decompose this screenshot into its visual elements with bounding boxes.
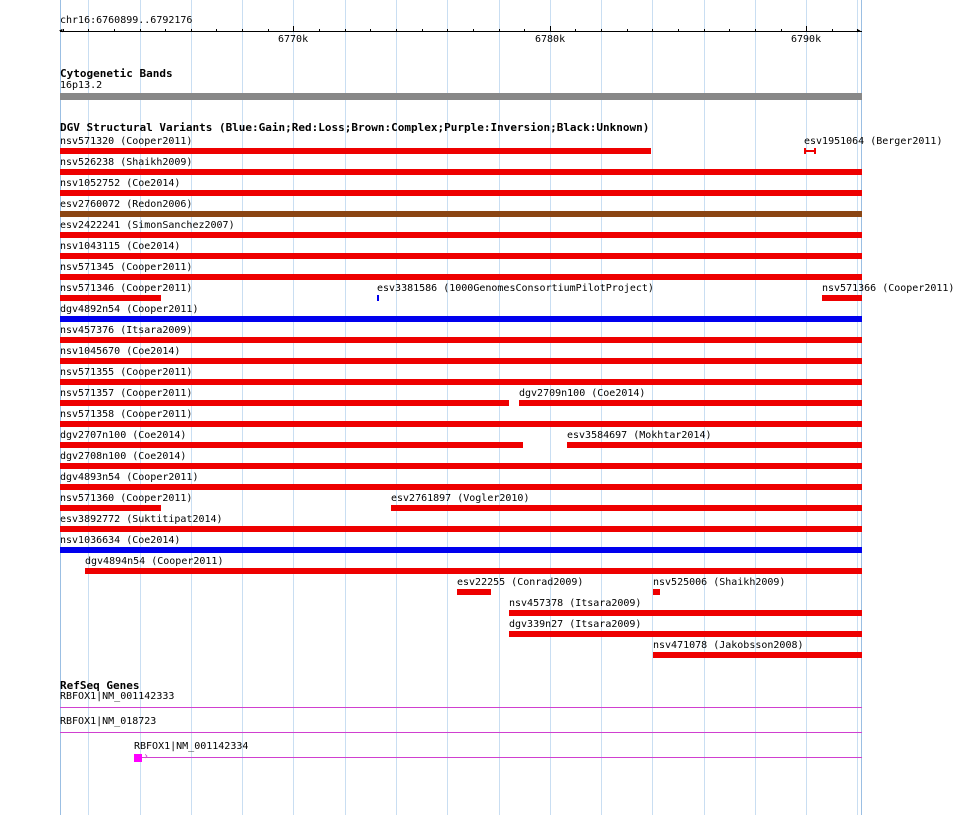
ruler-minor-tick	[370, 29, 371, 32]
sv-feature-label[interactable]: nsv1045670 (Coe2014)	[60, 346, 181, 357]
sv-feature-label[interactable]: nsv571355 (Cooper2011)	[60, 367, 193, 378]
ruler-minor-tick	[832, 29, 833, 32]
ruler-tick-label: 6790k	[791, 34, 822, 45]
sv-feature-bar[interactable]	[60, 400, 509, 406]
sv-feature-label[interactable]: esv3381586 (1000GenomesConsortiumPilotProject)	[377, 283, 654, 294]
ruler-minor-tick	[140, 29, 141, 32]
ruler-right-arrow-icon: ▸	[856, 26, 862, 36]
sv-feature-label[interactable]: nsv571360 (Cooper2011)	[60, 493, 193, 504]
ruler-minor-tick	[601, 29, 602, 32]
cytoband-label: 16p13.2	[60, 80, 103, 91]
sv-feature-label[interactable]: dgv339n27 (Itsara2009)	[509, 619, 642, 630]
sv-feature-bar[interactable]	[653, 652, 862, 658]
sv-feature-bar[interactable]	[60, 274, 862, 280]
ruler-minor-tick	[165, 29, 166, 32]
ruler-minor-tick	[524, 29, 525, 32]
sv-feature-label[interactable]: esv3584697 (Mokhtar2014)	[567, 430, 712, 441]
sv-feature-bar[interactable]	[60, 211, 862, 217]
sv-feature-bar[interactable]	[391, 505, 862, 511]
sv-feature-label[interactable]: nsv1036634 (Coe2014)	[60, 535, 181, 546]
sv-feature-label[interactable]: esv22255 (Conrad2009)	[457, 577, 584, 588]
ruler-minor-tick	[473, 29, 474, 32]
cytoband-bar[interactable]	[60, 93, 862, 100]
sv-feature-bar[interactable]	[60, 148, 651, 154]
gene-label[interactable]: RBFOX1|NM_018723	[60, 716, 157, 727]
cytobands-track-title[interactable]: Cytogenetic Bands	[60, 67, 173, 80]
ruler-axis	[60, 31, 862, 32]
grid-line	[652, 0, 653, 815]
sv-feature-bar[interactable]	[60, 442, 523, 448]
gene-exon-block[interactable]	[134, 754, 142, 762]
ruler-minor-tick	[319, 29, 320, 32]
sv-feature-label[interactable]: nsv471078 (Jakobsson2008)	[653, 640, 804, 651]
ruler-minor-tick	[755, 29, 756, 32]
location-label: chr16:6760899..6792176	[60, 15, 193, 26]
sv-feature-bar[interactable]	[457, 589, 491, 595]
sv-feature-label[interactable]: nsv571320 (Cooper2011)	[60, 136, 193, 147]
ruler-minor-tick	[242, 29, 243, 32]
sv-feature-bar[interactable]	[60, 505, 161, 511]
ruler-tick-label: 6780k	[535, 34, 566, 45]
ruler-minor-tick	[652, 29, 653, 32]
dgv-track-title[interactable]: DGV Structural Variants (Blue:Gain;Red:Loss;Brown:Complex;Purple:Inversion;Black:Unknown)	[60, 121, 650, 134]
ruler-minor-tick	[216, 29, 217, 32]
sv-feature-label[interactable]: nsv526238 (Shaikh2009)	[60, 157, 193, 168]
sv-feature-bar[interactable]	[60, 379, 862, 385]
sv-feature-bar[interactable]	[377, 295, 379, 301]
sv-feature-label[interactable]: nsv457376 (Itsara2009)	[60, 325, 193, 336]
sv-feature-label[interactable]: esv1951064 (Berger2011)	[804, 136, 943, 147]
sv-feature-label[interactable]: nsv571357 (Cooper2011)	[60, 388, 193, 399]
sv-feature-label[interactable]: nsv571366 (Cooper2011)	[822, 283, 954, 294]
sv-feature-label[interactable]: esv3892772 (Suktitipat2014)	[60, 514, 223, 525]
sv-feature-bar[interactable]	[60, 421, 862, 427]
sv-feature-label[interactable]: dgv4893n54 (Cooper2011)	[60, 472, 199, 483]
ruler-minor-tick	[268, 29, 269, 32]
ruler-minor-tick	[447, 29, 448, 32]
sv-feature-bar[interactable]	[60, 232, 862, 238]
ruler-major-tick	[550, 26, 551, 32]
sv-feature-label[interactable]: dgv4894n54 (Cooper2011)	[85, 556, 224, 567]
ruler-left-arrow-icon: ◂	[58, 26, 64, 36]
sv-feature-label[interactable]: nsv457378 (Itsara2009)	[509, 598, 642, 609]
sv-feature-label[interactable]: dgv2709n100 (Coe2014)	[519, 388, 646, 399]
ruler-tick-label: 6770k	[278, 34, 309, 45]
sv-feature-label[interactable]: dgv2708n100 (Coe2014)	[60, 451, 187, 462]
sv-feature-label[interactable]: nsv1052752 (Coe2014)	[60, 178, 181, 189]
sv-feature-bar[interactable]	[509, 631, 862, 637]
ruler-minor-tick	[191, 29, 192, 32]
sv-feature-label[interactable]: dgv2707n100 (Coe2014)	[60, 430, 187, 441]
ruler-minor-tick	[729, 29, 730, 32]
sv-feature-bar[interactable]	[60, 295, 161, 301]
ruler-minor-tick	[781, 29, 782, 32]
sv-feature-label[interactable]: esv2422241 (SimonSanchez2007)	[60, 220, 235, 231]
ruler-minor-tick	[678, 29, 679, 32]
refseq-track-title[interactable]: RefSeq Genes	[60, 679, 140, 692]
sv-feature-bar[interactable]	[60, 463, 862, 469]
sv-feature-bar[interactable]	[60, 253, 862, 259]
grid-line	[704, 0, 705, 815]
sv-feature-bar[interactable]	[60, 526, 862, 532]
sv-feature-bar[interactable]	[509, 610, 862, 616]
gene-label[interactable]: RBFOX1|NM_001142334	[134, 741, 249, 752]
ruler-minor-tick	[499, 29, 500, 32]
ruler-minor-tick	[575, 29, 576, 32]
ruler-minor-tick	[627, 29, 628, 32]
grid-line	[806, 0, 807, 815]
sv-feature-bar[interactable]	[804, 148, 816, 154]
sv-feature-bar[interactable]	[60, 484, 862, 490]
ruler-major-tick	[806, 26, 807, 32]
gene-label[interactable]: RBFOX1|NM_001142333	[60, 691, 175, 702]
sv-feature-label[interactable]: esv2760072 (Redon2006)	[60, 199, 193, 210]
sv-feature-bar[interactable]	[653, 589, 660, 595]
sv-feature-label[interactable]: nsv571358 (Cooper2011)	[60, 409, 193, 420]
grid-line	[857, 0, 858, 815]
gene-intron-line[interactable]	[134, 757, 862, 758]
ruler-minor-tick	[345, 29, 346, 32]
ruler-minor-tick	[88, 29, 89, 32]
grid-boundary-line	[861, 0, 862, 815]
sv-feature-bar[interactable]	[60, 190, 862, 196]
sv-feature-label[interactable]: nsv571346 (Cooper2011)	[60, 283, 193, 294]
sv-feature-label[interactable]: nsv525006 (Shaikh2009)	[653, 577, 786, 588]
sv-feature-bar[interactable]	[60, 547, 862, 553]
sv-feature-bar[interactable]	[85, 568, 862, 574]
sv-feature-label[interactable]: dgv4892n54 (Cooper2011)	[60, 304, 199, 315]
sv-feature-label[interactable]: nsv571345 (Cooper2011)	[60, 262, 193, 273]
sv-feature-label[interactable]: esv2761897 (Vogler2010)	[391, 493, 530, 504]
ruler-minor-tick	[704, 29, 705, 32]
ruler-minor-tick	[396, 29, 397, 32]
grid-line	[755, 0, 756, 815]
sv-feature-bar[interactable]	[822, 295, 862, 301]
gene-intron-line[interactable]	[60, 732, 862, 733]
sv-feature-bar[interactable]	[60, 316, 862, 322]
sv-feature-bar[interactable]	[60, 337, 862, 343]
sv-feature-label[interactable]: nsv1043115 (Coe2014)	[60, 241, 181, 252]
sv-feature-bar[interactable]	[519, 400, 862, 406]
gene-strand-arrow-icon: ›	[143, 751, 150, 762]
ruler-minor-tick	[422, 29, 423, 32]
sv-feature-bracket-line	[806, 150, 814, 152]
sv-feature-bar[interactable]	[60, 169, 862, 175]
sv-feature-bar[interactable]	[567, 442, 862, 448]
gene-intron-line[interactable]	[60, 707, 862, 708]
sv-feature-bar[interactable]	[60, 358, 862, 364]
ruler-minor-tick	[114, 29, 115, 32]
ruler-major-tick	[293, 26, 294, 32]
